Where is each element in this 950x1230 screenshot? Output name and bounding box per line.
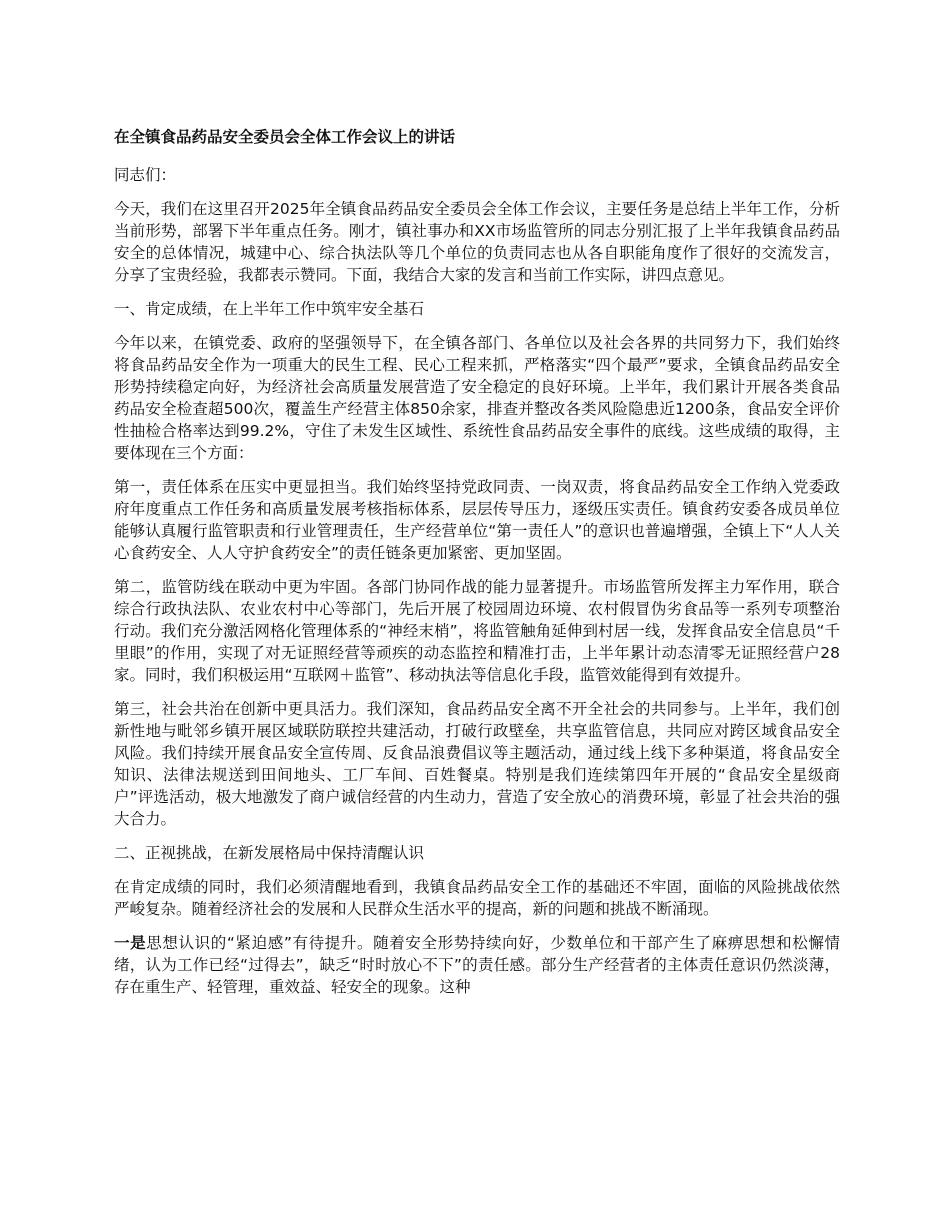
paragraph-lead: 一是 bbox=[114, 934, 147, 952]
paragraph-point-one bbox=[114, 932, 840, 998]
paragraph-challenges: 在肯定成绩的同时，我们必须清醒地看到，我镇食品药品安全工作的基础还不牢固，面临的风险挑战依然严峻复杂。随着经济社会的发展和人民群众生活水平的提高，新的问题和挑战不断涌现。 bbox=[114, 878, 840, 918]
paragraph-third: 第三，社会共治在创新中更具活力。我们深知，食品药品安全离不开全社会的共同参与。上半年，我们创新性地与毗邻乡镇开展区域联防联控共建活动，打破行政壁垒，共享监管信息，共同应对跨区域食品安全风险。我们持续开展食品安全宣传周、反食品浪费倡议等主题活动，通过线上线下多种渠道，将食品安全知识、法律法规送到田间地头、工厂车间、百姓餐桌。特别是我们连续第四年开展的“食品安全星级商户”评选活动，极大地激发了商户诚信经营的内生动力，营造了安全放心的消费环境，彰显了社会共治的强大合力。 bbox=[114, 700, 840, 828]
salutation: 同志们： bbox=[114, 166, 177, 184]
document-title: 在全镇食品药品安全委员会全体工作会议上的讲话 bbox=[114, 128, 456, 146]
document-page bbox=[114, 126, 840, 1010]
paragraph-second: 第二，监管防线在联动中更为牢固。各部门协同作战的能力显著提升。市场监管所发挥主力军作用，联合综合行政执法队、农业农村中心等部门，先后开展了校园周边环境、农村假冒伪劣食品等一系列专项整治行动。我们充分激活网格化管理体系的“神经末梢”，将监管触角延伸到村居一线，发挥食品安全信息员“千里眼”的作用，实现了对无证照经营等顽疾的动态监控和精准打击，上半年累计动态清零无证照经营户28家。同时，我们积极运用“互联网＋监管”、移动执法等信息化手段，监管效能得到有效提升。 bbox=[114, 578, 840, 684]
section-heading-2: 二、正视挑战，在新发展格局中保持清醒认识 bbox=[114, 844, 425, 862]
paragraph-point-one-text: 思想认识的“紧迫感”有待提升。随着安全形势持续向好，少数单位和干部产生了麻痹思想和松懈情绪，认为工作已经“过得去”，缺乏“时时放心不下”的责任感。部分生产经营者的主体责任意识仍然淡薄，存在重生产、轻管理，重效益、轻安全的现象。这种 bbox=[114, 934, 840, 996]
paragraph-first: 第一，责任体系在压实中更显担当。我们始终坚持党政同责、一岗双责，将食品药品安全工作纳入党委政府年度重点工作任务和高质量发展考核指标体系，层层传导压力，逐级压实责任。镇食药安委各成员单位能够认真履行监管职责和行业管理责任，生产经营单位“第一责任人”的意识也普遍增强，全镇上下“人人关心食药安全、人人守护食药安全”的责任链条更加紧密、更加坚固。 bbox=[114, 478, 840, 562]
section-heading-1: 一、肯定成绩，在上半年工作中筑牢安全基石 bbox=[114, 300, 425, 318]
paragraph-opening: 今天，我们在这里召开2025年全镇食品药品安全委员会全体工作会议，主要任务是总结上半年工作，分析当前形势，部署下半年重点任务。刚才，镇社事办和XX市场监管所的同志分别汇报了上半年我镇食品药品安全的总体情况，城建中心、综合执法队等几个单位的负责同志也从各自职能角度作了很好的交流发言，分享了宝贵经验，我都表示赞同。下面，我结合大家的发言和当前工作实际，讲四点意见。 bbox=[114, 200, 840, 284]
paragraph-achievements: 今年以来，在镇党委、政府的坚强领导下，在全镇各部门、各单位以及社会各界的共同努力下，我们始终将食品药品安全作为一项重大的民生工程、民心工程来抓，严格落实“四个最严”要求，全镇食品药品安全形势持续稳定向好，为经济社会高质量发展营造了安全稳定的良好环境。上半年，我们累计开展各类食品药品安全检查超500次，覆盖生产经营主体850余家，排查并整改各类风险隐患近1200条，食品安全评价性抽检合格率达到99.2%，守住了未发生区域性、系统性食品药品安全事件的底线。这些成绩的取得，主要体现在三个方面： bbox=[114, 334, 840, 462]
